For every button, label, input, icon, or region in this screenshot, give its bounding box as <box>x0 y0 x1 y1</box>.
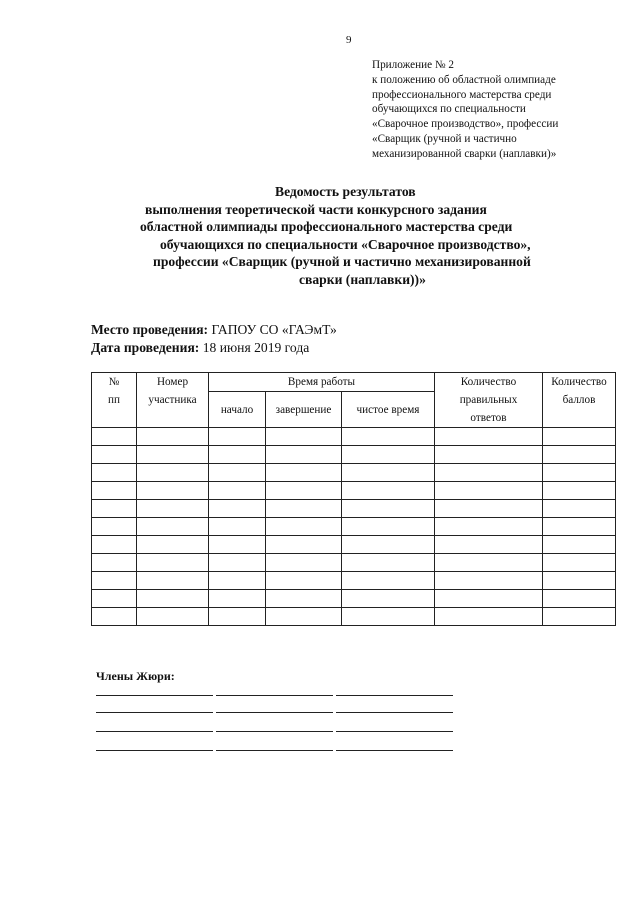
signature-line <box>96 731 213 732</box>
table-cell <box>137 608 209 626</box>
appendix-line: к положению об областной олимпиаде <box>372 73 556 86</box>
table-cell <box>435 590 543 608</box>
table-row <box>92 608 616 626</box>
table-cell <box>543 536 616 554</box>
table-row <box>92 536 616 554</box>
table-cell <box>137 554 209 572</box>
table-cell <box>435 482 543 500</box>
table-cell <box>543 500 616 518</box>
header-correct-answers: Количество правильных ответов <box>435 373 543 428</box>
table-cell <box>266 446 342 464</box>
table-cell <box>209 464 266 482</box>
table-cell <box>92 554 137 572</box>
table-cell <box>92 590 137 608</box>
table-cell <box>342 428 435 446</box>
table-cell <box>209 608 266 626</box>
table-cell <box>435 518 543 536</box>
title-line: сварки (наплавки))» <box>299 271 426 287</box>
table-cell <box>543 518 616 536</box>
table-cell <box>266 428 342 446</box>
appendix-note <box>372 58 622 162</box>
table-cell <box>137 536 209 554</box>
appendix-line: профессионального мастерства среди <box>372 88 552 101</box>
table-row <box>92 590 616 608</box>
table-cell <box>92 446 137 464</box>
signature-line <box>96 750 213 751</box>
header-points: Количество баллов <box>543 373 616 428</box>
venue-label: Место проведения: <box>91 322 209 337</box>
table-cell <box>543 590 616 608</box>
document-title <box>100 183 600 289</box>
header-end: завершение <box>266 392 342 428</box>
table-cell <box>137 428 209 446</box>
table-cell <box>209 518 266 536</box>
appendix-line: Приложение № 2 <box>372 59 454 71</box>
appendix-line: механизированной сварки (наплавки)» <box>372 147 557 160</box>
table-cell <box>342 482 435 500</box>
table-cell <box>266 572 342 590</box>
appendix-line: «Сварочное производство», профессии <box>372 118 559 131</box>
table-cell <box>435 608 543 626</box>
table-cell <box>209 572 266 590</box>
table-cell <box>266 590 342 608</box>
appendix-line: обучающихся по специальности <box>372 103 526 116</box>
table-cell <box>92 608 137 626</box>
table-cell <box>435 464 543 482</box>
table-cell <box>92 482 137 500</box>
header-net-time: чистое время <box>342 392 435 428</box>
table-cell <box>92 536 137 554</box>
signature-line <box>216 750 333 751</box>
appendix-line: «Сварщик (ручной и частично <box>372 132 517 145</box>
table-cell <box>435 536 543 554</box>
page-number: 9 <box>346 34 352 46</box>
table-cell <box>342 554 435 572</box>
table-cell <box>209 500 266 518</box>
signature-line <box>336 731 453 732</box>
date-label: Дата проведения: <box>91 340 200 355</box>
table-cell <box>209 554 266 572</box>
table-cell <box>266 500 342 518</box>
table-cell <box>435 554 543 572</box>
table-row <box>92 428 616 446</box>
title-line: областной олимпиады профессионального мастерства среди <box>140 219 513 235</box>
table-cell <box>543 554 616 572</box>
table-cell <box>137 590 209 608</box>
table-cell <box>92 428 137 446</box>
table-cell <box>435 572 543 590</box>
header-start: начало <box>209 392 266 428</box>
table-cell <box>266 608 342 626</box>
table-cell <box>342 572 435 590</box>
table-cell <box>342 536 435 554</box>
table-cell <box>92 464 137 482</box>
table-cell <box>266 536 342 554</box>
table-cell <box>342 446 435 464</box>
signature-line <box>336 750 453 751</box>
table-cell <box>342 464 435 482</box>
table-cell <box>137 464 209 482</box>
date-row <box>91 340 309 356</box>
header-participant: Номер участника <box>137 373 209 428</box>
table-row <box>92 482 616 500</box>
jury-label: Члены Жюри: <box>96 669 175 683</box>
table-cell <box>137 500 209 518</box>
signature-line <box>336 695 453 696</box>
table-row <box>92 554 616 572</box>
table-cell <box>342 500 435 518</box>
header-work-time: Время работы <box>209 373 435 392</box>
table-cell <box>435 428 543 446</box>
signature-line <box>96 712 213 713</box>
table-row <box>92 446 616 464</box>
table-cell <box>209 428 266 446</box>
signature-line <box>336 712 453 713</box>
table-cell <box>209 446 266 464</box>
signature-line <box>96 695 213 696</box>
table-cell <box>543 482 616 500</box>
header-number: № пп <box>92 373 137 428</box>
signature-line <box>216 712 333 713</box>
table-cell <box>92 518 137 536</box>
table-cell <box>435 446 543 464</box>
table-cell <box>266 464 342 482</box>
table-row <box>92 518 616 536</box>
table-cell <box>137 482 209 500</box>
title-line: выполнения теоретической части конкурсного задания <box>145 201 487 217</box>
table-cell <box>435 500 543 518</box>
title-line: Ведомость результатов <box>275 184 416 199</box>
table-cell <box>92 500 137 518</box>
table-cell <box>342 608 435 626</box>
table-cell <box>543 608 616 626</box>
table-cell <box>342 590 435 608</box>
table-cell <box>266 554 342 572</box>
date-value: 18 июня 2019 года <box>202 340 310 355</box>
table-cell <box>137 518 209 536</box>
table-cell <box>209 482 266 500</box>
table-cell <box>209 536 266 554</box>
title-line: обучающихся по специальности «Сварочное производство», <box>160 236 531 252</box>
table-cell <box>92 572 137 590</box>
table-cell <box>543 572 616 590</box>
table-cell <box>342 518 435 536</box>
table-row <box>92 464 616 482</box>
table-row <box>92 572 616 590</box>
table-body <box>92 428 616 626</box>
venue-value: ГАПОУ СО «ГАЭмТ» <box>211 322 337 337</box>
table-cell <box>543 428 616 446</box>
results-table <box>91 372 616 626</box>
table-cell <box>137 572 209 590</box>
table-cell <box>266 482 342 500</box>
table-cell <box>543 446 616 464</box>
table-cell <box>209 590 266 608</box>
table-row <box>92 500 616 518</box>
table-cell <box>266 518 342 536</box>
venue-row <box>91 322 337 338</box>
title-line: профессии «Сварщик (ручной и частично механизированной <box>153 254 531 270</box>
signature-line <box>216 695 333 696</box>
signature-line <box>216 731 333 732</box>
table-cell <box>543 464 616 482</box>
table-cell <box>137 446 209 464</box>
